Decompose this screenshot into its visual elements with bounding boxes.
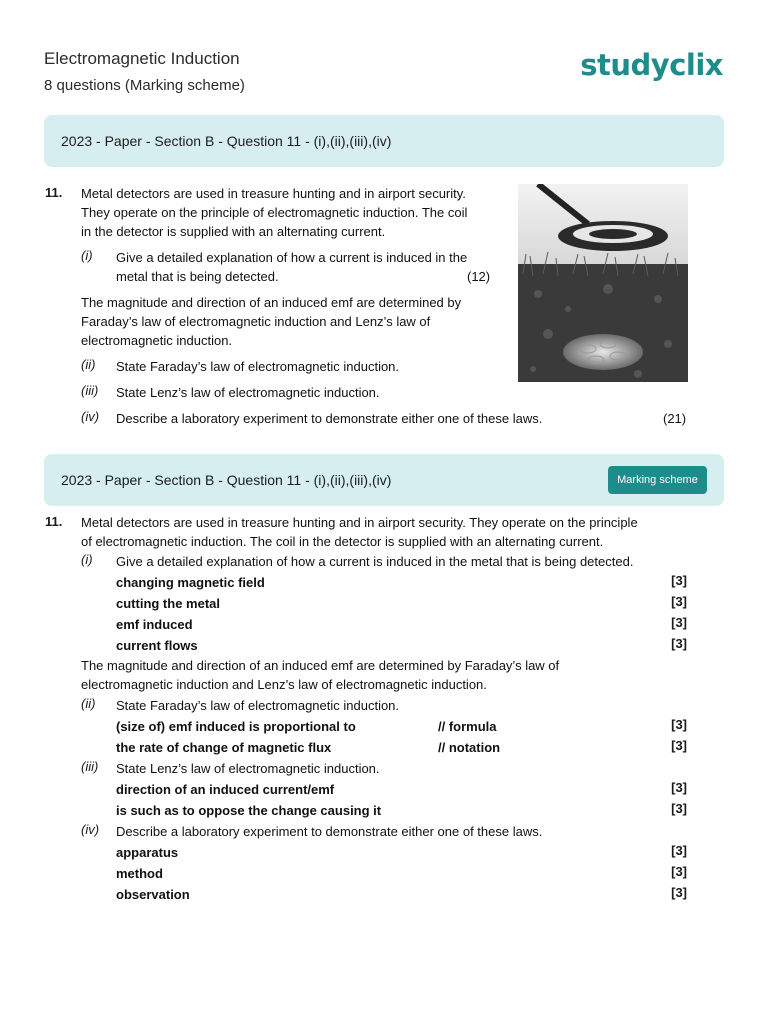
paragraph-line-1: The magnitude and direction of an induced emf are determined by <box>81 295 462 310</box>
part-ii-text: State Faraday’s law of electromagnetic induction. <box>116 359 400 374</box>
question-intro-line-2: They operate on the principle of electromagnetic induction. The coil <box>81 205 468 220</box>
ms-point-mark: [3] <box>671 780 687 795</box>
document-subtitle: 8 questions (Marking scheme) <box>44 77 245 94</box>
ms-point-mark: [3] <box>671 615 687 630</box>
ms-point: changing magnetic field <box>116 575 265 590</box>
ms-paragraph-line-1: The magnitude and direction of an induced emf are determined by Faraday’s law of <box>81 658 560 673</box>
ms-point-mark: [3] <box>671 801 687 816</box>
ms-point-mark: [3] <box>671 573 687 588</box>
ms-point: direction of an induced current/emf <box>116 782 335 797</box>
ms-point-note: // notation <box>438 740 501 755</box>
part-ii-label: (ii) <box>81 357 96 372</box>
ms-point: is such as to oppose the change causing it <box>116 803 382 818</box>
ms-point-mark: [3] <box>671 594 687 609</box>
question-banner <box>44 115 724 167</box>
ms-point-mark: [3] <box>671 738 687 753</box>
part-i-line-2: metal that is being detected. <box>116 269 279 284</box>
ms-point-mark: [3] <box>671 843 687 858</box>
ms-point: current flows <box>116 638 198 653</box>
part-i-line-1: Give a detailed explanation of how a current is induced in the <box>116 250 468 265</box>
ms-intro-line-1: Metal detectors are used in treasure hunting and in airport security. They operate on the principle <box>81 515 638 530</box>
ms-part-iii-text: State Lenz’s law of electromagnetic induction. <box>116 761 380 776</box>
paragraph-line-2: Faraday’s law of electromagnetic induction and Lenz’s law of <box>81 314 431 329</box>
part-iv-marks: (21) <box>663 411 687 426</box>
ms-point: observation <box>116 887 190 902</box>
ms-part-i-text: Give a detailed explanation of how a current is induced in the metal that is being detected. <box>116 554 634 569</box>
ms-point-mark: [3] <box>671 636 687 651</box>
question-intro-line-1: Metal detectors are used in treasure hunting and in airport security. <box>81 186 466 201</box>
ms-part-ii-text: State Faraday’s law of electromagnetic induction. <box>116 698 400 713</box>
ms-part-iv-text: Describe a laboratory experiment to demonstrate either one of these laws. <box>116 824 543 839</box>
ms-point: method <box>116 866 163 881</box>
part-iv-text: Describe a laboratory experiment to demonstrate either one of these laws. <box>116 411 543 426</box>
document-title: Electromagnetic Induction <box>44 49 240 68</box>
ms-point: (size of) emf induced is proportional to <box>116 719 356 734</box>
ms-point-mark: [3] <box>671 864 687 879</box>
ms-point: cutting the metal <box>116 596 221 611</box>
question-number: 11. <box>45 185 63 200</box>
part-i-label: (i) <box>81 248 93 263</box>
ms-point-mark: [3] <box>671 885 687 900</box>
marking-banner-title: 2023 - Paper - Section B - Question 11 - (i),(ii),(iii),(iv) <box>61 472 392 488</box>
question-intro-line-3: in the detector is supplied with an alternating current. <box>81 224 386 239</box>
ms-part-iv-label: (iv) <box>81 822 100 837</box>
metal-detector-image <box>518 184 688 382</box>
ms-question-number: 11. <box>45 514 63 529</box>
ms-point: apparatus <box>116 845 179 860</box>
part-iii-label: (iii) <box>81 383 99 398</box>
question-banner-title: 2023 - Paper - Section B - Question 11 - (i),(ii),(iii),(iv) <box>61 133 392 149</box>
part-i-marks: (12) <box>467 269 491 284</box>
ms-point: the rate of change of magnetic flux <box>116 740 332 755</box>
ms-point-mark: [3] <box>671 717 687 732</box>
ms-intro-line-2: of electromagnetic induction. The coil in the detector is supplied with an alternating current. <box>81 534 604 549</box>
paragraph-line-3: electromagnetic induction. <box>81 333 233 348</box>
marking-banner <box>44 454 724 506</box>
ms-part-iii-label: (iii) <box>81 759 99 774</box>
ms-point-note: // formula <box>438 719 497 734</box>
ms-part-i-label: (i) <box>81 552 93 567</box>
ms-point: emf induced <box>116 617 193 632</box>
part-iv-label: (iv) <box>81 409 100 424</box>
part-iii-text: State Lenz’s law of electromagnetic induction. <box>116 385 380 400</box>
marking-scheme-button[interactable]: Marking scheme <box>608 466 707 494</box>
ms-part-ii-label: (ii) <box>81 696 96 711</box>
studyclix-logo[interactable]: studyclix <box>580 48 723 82</box>
ms-paragraph-line-2: electromagnetic induction and Lenz’s law of electromagnetic induction. <box>81 677 487 692</box>
